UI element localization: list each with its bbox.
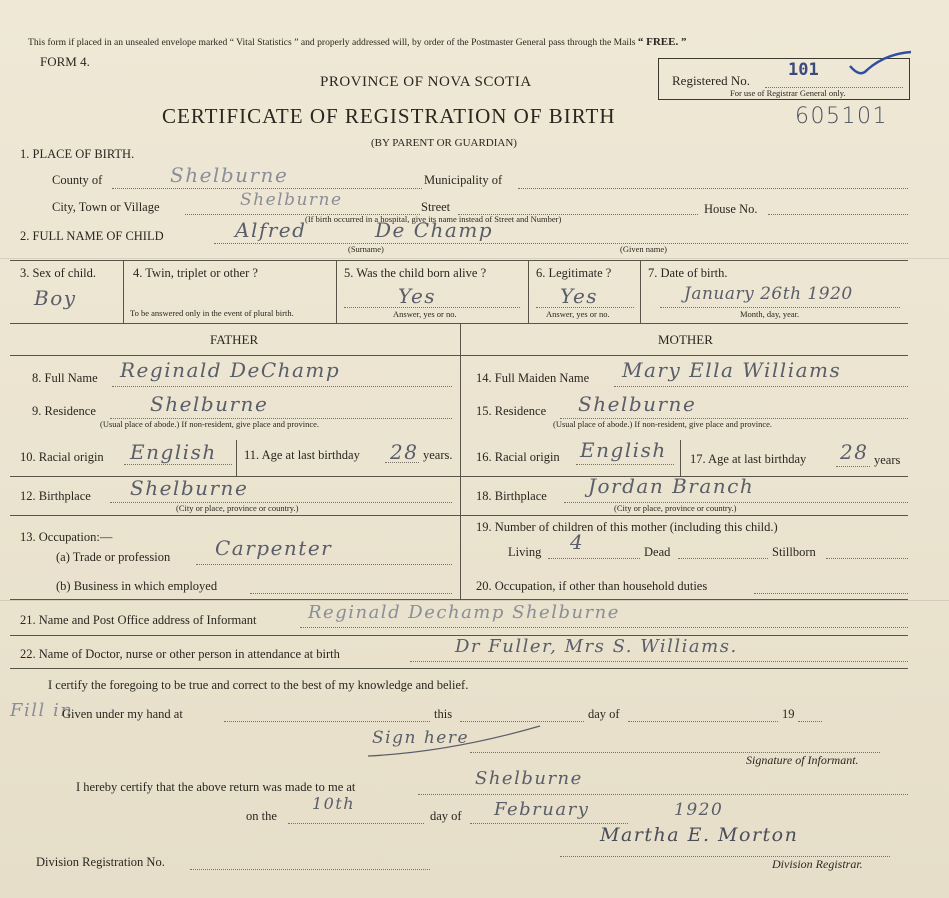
division-no-label: Division Registration No. <box>36 855 165 869</box>
fold-crease <box>0 258 949 259</box>
registered-value: 101 <box>788 60 819 80</box>
rule <box>10 515 908 516</box>
dob-label: 7. Date of birth. <box>648 266 728 280</box>
given-name-caption: (Given name) <box>620 244 667 254</box>
mother-birthplace-label: 18. Birthplace <box>476 489 547 503</box>
rule <box>123 260 124 323</box>
fill-in-note: Fill in <box>10 700 74 721</box>
mother-residence-label: 15. Residence <box>476 404 547 418</box>
rule <box>10 260 908 261</box>
alive-value: Yes <box>398 284 437 308</box>
day-of2-label: day of <box>430 809 462 823</box>
sex-value: Boy <box>34 286 77 310</box>
division-no-line <box>190 869 430 870</box>
certify-text: I certify the foregoing to be true and correct to the best of my knowledge and belief. <box>48 678 469 692</box>
on-the-label: on the <box>246 809 277 823</box>
rule <box>10 355 908 356</box>
checkmark-icon <box>845 48 915 84</box>
father-birthplace-value: Shelburne <box>130 476 249 500</box>
legitimate-value: Yes <box>560 284 599 308</box>
fold-crease <box>0 600 949 601</box>
county-label: County of <box>52 173 103 187</box>
mother-occupation-label: 20. Occupation, if other than household duties <box>476 579 708 593</box>
place-of-birth-label: 1. PLACE OF BIRTH. <box>20 147 135 161</box>
legitimate-line <box>536 307 634 308</box>
father-name-line <box>112 386 452 387</box>
father-business-line <box>250 593 452 594</box>
mother-children-label: 19. Number of children of this mother (including this child.) <box>476 520 778 534</box>
certificate-subtitle: (BY PARENT OR GUARDIAN) <box>371 137 517 149</box>
father-racial-value: English <box>130 440 217 464</box>
rule <box>680 440 681 476</box>
father-birthplace-note: (City or place, province or country.) <box>176 503 299 513</box>
mother-racial-label: 16. Racial origin <box>476 450 560 464</box>
mother-age-label: 17. Age at last birthday <box>690 452 807 466</box>
mother-name-value: Mary Ella Williams <box>622 358 842 382</box>
year-prefix: 19 <box>782 707 795 721</box>
rule <box>10 599 908 600</box>
form-number: FORM 4. <box>40 54 90 69</box>
legitimate-note: Answer, yes or no. <box>546 309 610 319</box>
doctor-label: 22. Name of Doctor, nurse or other person in attendance at birth <box>20 647 340 661</box>
mother-name-label: 14. Full Maiden Name <box>476 371 590 385</box>
street-label: Street <box>421 200 451 214</box>
rule <box>10 323 908 324</box>
registered-label: Registered No. <box>672 73 750 88</box>
father-trade-line <box>196 564 452 565</box>
mother-age-line <box>836 466 870 467</box>
twin-label: 4. Twin, triplet or other ? <box>133 266 258 280</box>
county-value: Shelburne <box>170 163 289 187</box>
twin-note: To be answered only in the event of plural birth. <box>130 308 294 318</box>
mother-racial-line <box>576 464 674 465</box>
mother-residence-value: Shelburne <box>578 392 697 416</box>
hereby-place: Shelburne <box>475 768 583 789</box>
rule <box>528 260 529 323</box>
rule <box>236 440 237 476</box>
division-registrar-label: Division Registrar. <box>772 857 863 871</box>
city-label: City, Town or Village <box>52 200 160 214</box>
living-value: 4 <box>570 530 585 554</box>
father-name-label: 8. Full Name <box>32 371 98 385</box>
signature-informant-label: Signature of Informant. <box>746 753 859 767</box>
stillborn-label: Stillborn <box>772 545 816 559</box>
year-value: 1920 <box>674 800 724 820</box>
mother-birthplace-note: (City or place, province or country.) <box>614 503 737 513</box>
father-business-label: (b) Business in which employed <box>56 579 218 593</box>
father-racial-label: 10. Racial origin <box>20 450 104 464</box>
doctor-value: Dr Fuller, Mrs S. Williams. <box>455 636 738 657</box>
stillborn-line <box>826 558 908 559</box>
year-line <box>798 721 822 722</box>
mother-name-line <box>614 386 908 387</box>
alive-line <box>344 307 520 308</box>
month-value: February <box>494 799 590 820</box>
dob-line <box>660 307 900 308</box>
father-occupation-label: 13. Occupation:— <box>20 530 113 544</box>
day-of-line <box>628 721 778 722</box>
mother-age-value: 28 <box>840 440 869 464</box>
father-years-label: years. <box>423 448 453 462</box>
dead-line <box>678 558 768 559</box>
alive-note: Answer, yes or no. <box>393 309 457 319</box>
father-name-value: Reginald DeChamp <box>120 358 341 382</box>
mother-years-label: years <box>874 453 901 467</box>
sex-label: 3. Sex of child. <box>20 266 97 280</box>
father-age-value: 28 <box>390 440 419 464</box>
informant-label: 21. Name and Post Office address of Informant <box>20 613 257 627</box>
rule <box>640 260 641 323</box>
hereby-text: I hereby certify that the above return was made to me at <box>76 780 356 794</box>
on-the-line <box>288 823 424 824</box>
house-line <box>768 214 908 215</box>
father-racial-line <box>124 464 232 465</box>
rule <box>10 668 908 669</box>
given-label: Given under my hand at <box>62 707 183 721</box>
living-line <box>548 558 640 559</box>
mother-occupation-line <box>754 593 908 594</box>
certificate-title: CERTIFICATE OF REGISTRATION OF BIRTH <box>162 104 616 128</box>
registrar-use-note: For use of Registrar General only. <box>730 88 846 98</box>
city-value: Shelburne <box>240 190 343 210</box>
child-name-line <box>214 243 908 244</box>
surname-caption: (Surname) <box>348 244 384 254</box>
legitimate-label: 6. Legitimate ? <box>536 266 612 280</box>
house-label: House No. <box>704 202 758 216</box>
mother-birthplace-value: Jordan Branch <box>588 474 755 498</box>
rule <box>460 323 461 599</box>
child-given-name: Alfred <box>235 218 307 242</box>
father-trade-label: (a) Trade or profession <box>56 550 171 564</box>
mother-residence-note: (Usual place of abode.) If non-resident, give place and province. <box>553 419 773 429</box>
living-label: Living <box>508 545 542 559</box>
dead-label: Dead <box>644 545 671 559</box>
child-name-label: 2. FULL NAME OF CHILD <box>20 229 164 243</box>
municipality-label: Municipality of <box>424 173 503 187</box>
county-line <box>112 188 422 189</box>
informant-value: Reginald Dechamp Shelburne <box>308 602 620 623</box>
dob-value: January 26th 1920 <box>684 284 853 304</box>
dob-note: Month, day, year. <box>740 309 800 319</box>
hereby-line <box>418 794 908 795</box>
rule <box>336 260 337 323</box>
alive-label: 5. Was the child born alive ? <box>344 266 487 280</box>
father-residence-note: (Usual place of abode.) If non-resident, give place and province. <box>100 419 320 429</box>
doctor-line <box>410 661 908 662</box>
father-heading: FATHER <box>210 332 259 347</box>
day-value: 10th <box>312 794 356 813</box>
informant-line <box>300 627 908 628</box>
father-residence-value: Shelburne <box>150 392 269 416</box>
municipality-line <box>518 188 908 189</box>
sign-here-note: Sign here <box>372 728 470 748</box>
father-birthplace-label: 12. Birthplace <box>20 489 91 503</box>
sign-arrow-icon <box>360 722 550 762</box>
mother-heading: MOTHER <box>658 332 713 347</box>
handwritten-number: 605101 <box>795 104 888 129</box>
father-age-label: 11. Age at last birthday <box>244 448 360 462</box>
father-residence-label: 9. Residence <box>32 404 96 418</box>
registrar-signature: Martha E. Morton <box>600 824 799 846</box>
hospital-note: (If birth occurred in a hospital, give its name instead of Street and Number) <box>305 214 562 224</box>
child-surname: De Champ <box>375 218 494 242</box>
province-heading: PROVINCE OF NOVA SCOTIA <box>320 74 532 90</box>
this-label: this <box>434 707 453 721</box>
mother-racial-value: English <box>580 438 667 462</box>
day-of-label: day of <box>588 707 620 721</box>
father-trade-value: Carpenter <box>215 536 333 560</box>
mail-notice: This form if placed in an unsealed envelope marked “ Vital Statistics ” and properly addressed will, by order of the Postmaster General pass through the Mails “ FREE. ” <box>28 36 687 48</box>
